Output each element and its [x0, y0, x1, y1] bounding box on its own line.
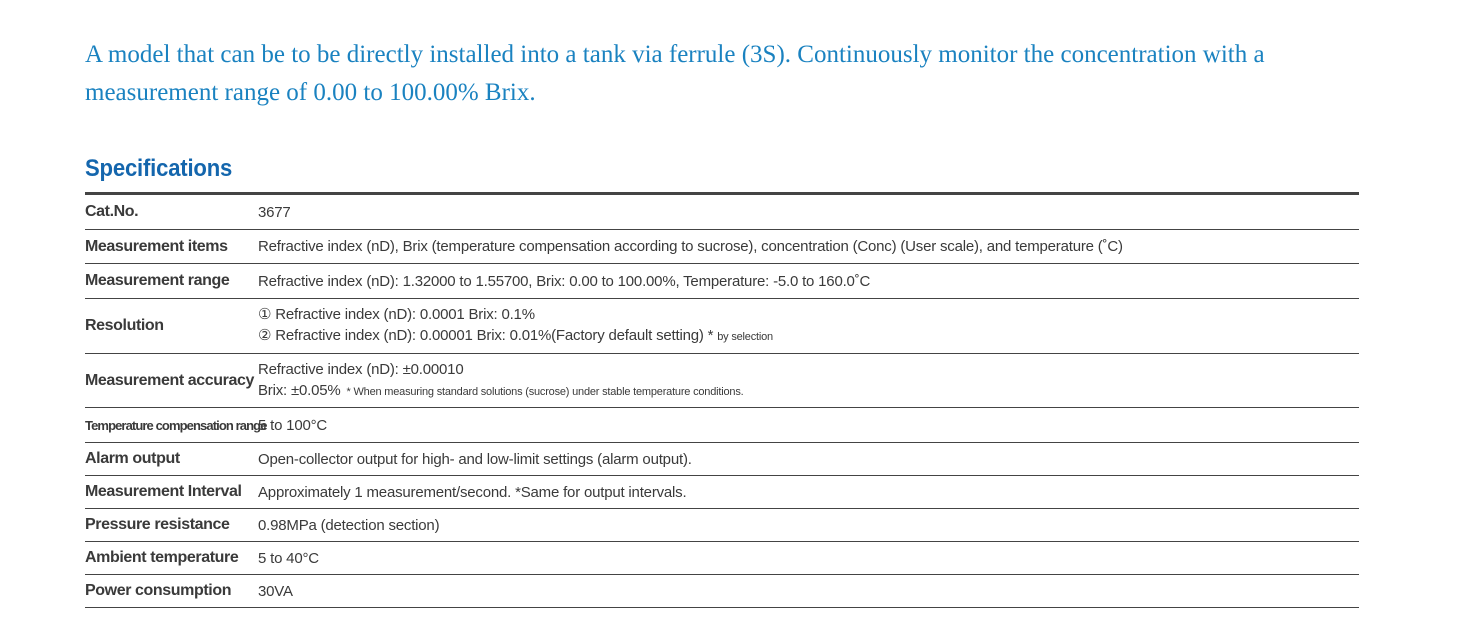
spec-value: 30VA — [258, 582, 293, 600]
spec-label: Measurement items — [85, 237, 228, 255]
spec-row-pressure-resistance — [85, 509, 1359, 542]
spec-label: Measurement accuracy — [85, 371, 254, 389]
spec-value: 0.98MPa (detection section) — [258, 516, 440, 534]
spec-value-multiline — [258, 304, 1359, 348]
resolution-line-2-text: ② Refractive index (nD): 0.00001 Brix: 0.01%(Factory default setting) * — [258, 327, 718, 344]
spec-label: Resolution — [85, 317, 164, 334]
spec-value-multiline — [258, 359, 1359, 403]
spec-value: Refractive index (nD), Brix (temperature compensation according to sucrose), concentration (Conc) (User scale), and temperature (˚C) — [258, 238, 1123, 255]
spec-label: Power consumption — [85, 582, 232, 599]
accuracy-line-2 — [258, 380, 1359, 403]
spec-label: Alarm output — [85, 450, 180, 467]
accuracy-line-2-text: Brix: ±0.05% — [258, 381, 341, 399]
intro-paragraph: A model that can be to be directly installed into a tank via ferrule (3S). Continuously monitor the concentration with a measurement range of 0.00 to 100.00% Brix. — [85, 41, 1265, 106]
spec-row-cat-no — [85, 195, 1359, 230]
resolution-note: by selection — [717, 331, 773, 343]
resolution-line-1: ① Refractive index (nD): 0.0001 Brix: 0.1% — [258, 306, 535, 323]
spec-label: Pressure resistance — [85, 516, 230, 533]
spec-label: Measurement Interval — [85, 483, 242, 500]
spec-row-temperature-compensation-range — [85, 408, 1359, 443]
accuracy-line-1: Refractive index (nD): ±0.00010 — [258, 360, 464, 378]
spec-row-resolution — [85, 299, 1359, 354]
specifications-heading: Specifications — [85, 155, 233, 182]
spec-label: Cat.No. — [85, 203, 139, 220]
spec-label: Measurement range — [85, 272, 230, 289]
spec-row-measurement-accuracy — [85, 354, 1359, 408]
spec-row-measurement-range — [85, 264, 1359, 299]
spec-value: Approximately 1 measurement/second. *Same for output intervals. — [258, 483, 687, 501]
spec-label: Ambient temperature — [85, 549, 239, 566]
spec-row-measurement-interval — [85, 476, 1359, 509]
accuracy-note: * When measuring standard solutions (sucrose) under stable temperature conditions. — [346, 385, 744, 398]
spec-row-measurement-items — [85, 230, 1359, 264]
spec-value: 5 to 40°C — [258, 549, 319, 567]
specifications-table — [85, 192, 1359, 608]
spec-row-power-consumption — [85, 575, 1359, 608]
spec-value: 5 to 100°C — [258, 416, 328, 434]
spec-row-ambient-temperature — [85, 542, 1359, 575]
spec-row-alarm-output — [85, 443, 1359, 476]
spec-value: 3677 — [258, 203, 291, 221]
resolution-line-2 — [258, 325, 1359, 348]
spec-label: Temperature compensation range — [85, 417, 267, 433]
spec-value: Refractive index (nD): 1.32000 to 1.55700, Brix: 0.00 to 100.00%, Temperature: -5.0 to 160.0˚C — [258, 272, 871, 290]
spec-value: Open-collector output for high- and low-limit settings (alarm output). — [258, 450, 692, 468]
